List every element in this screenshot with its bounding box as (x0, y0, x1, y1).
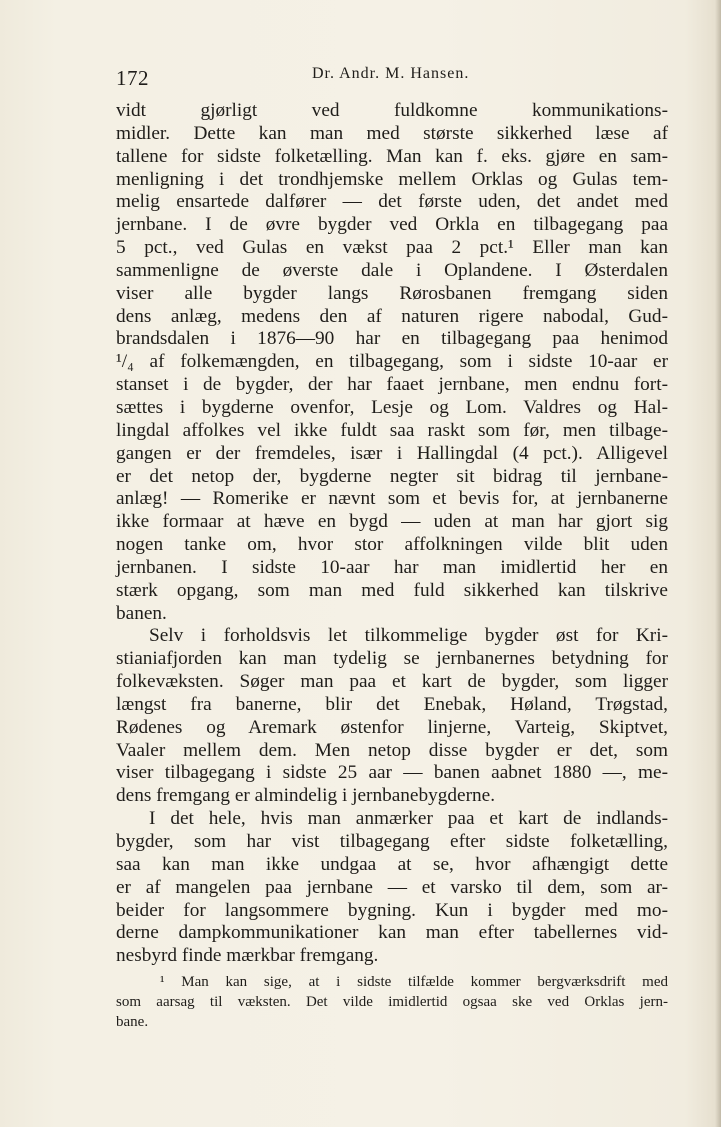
footnote-line: som aarsag til væksten. Det vilde imidlertid ogsaa ske ved Orklas jern- (116, 994, 668, 1010)
footnotes (116, 972, 668, 1032)
text-line: lingdal affolkes vel ikke fuldt saa raskt som før, men tilbage- (116, 419, 668, 441)
text-line: nesbyrd finde mærkbar fremgang. (116, 945, 379, 967)
text-line: er af mangelen paa jernbane — et varsko til dem, som ar- (116, 876, 668, 898)
page-header (116, 62, 671, 88)
text-line: stærk opgang, som man med fuld sikkerhed kan tilskrive (116, 579, 668, 601)
text-line: ¹/₄ af folkemængden, en tilbagegang, som i sidste 10-aar er (116, 351, 668, 373)
text-line: midler. Dette kan man med største sikkerhed læse af (116, 122, 668, 144)
text-line: er det netop der, bygderne negter sit bidrag til jernbane- (116, 465, 668, 487)
footnote-line: bane. (116, 1014, 149, 1030)
text-line: anlæg! — Romerike er nævnt som et bevis for, at jernbanerne (116, 488, 668, 510)
text-line: tallene for sidste folketælling. Man kan f. eks. gjøre en sam- (116, 145, 668, 167)
footnote-line: ¹ Man kan sige, at i sidste tilfælde kommer bergværksdrift med (160, 974, 668, 990)
text-line: melig ensartede dalfører — det første uden, det andet med (116, 191, 668, 213)
text-line: derne dampkommunikationer kan man efter tabellernes vid- (116, 922, 668, 944)
text-line: I det hele, hvis man anmærker paa et kart de indlands- (149, 808, 668, 830)
text-line: ikke formaar at hæve en bygd — uden at man har gjort sig (116, 511, 668, 533)
text-line: nogen tanke om, hvor stor affolkningen vilde blit uden (116, 534, 668, 556)
text-line: saa kan man ikke undgaa at se, hvor afhængigt dette (116, 853, 668, 875)
text-line: Vaaler mellem dem. Men netop disse bygder er det, som (116, 739, 668, 761)
text-line: viser tilbagegang i sidste 25 aar — banen aabnet 1880 —, me- (116, 762, 668, 784)
text-line: banen. (116, 602, 167, 624)
text-line: sammenligne de øverste dale i Oplandene. I Østerdalen (116, 259, 668, 281)
text-line: folkevæksten. Søger man paa et kart de bygder, som ligger (116, 671, 668, 693)
text-line: 5 pct., ved Gulas en vækst paa 2 pct.¹ Eller man kan (116, 237, 668, 259)
text-line: længst fra banerne, blir det Enebak, Høland, Trøgstad, (116, 693, 668, 715)
body-text (116, 100, 668, 968)
page-number: 172 (116, 66, 149, 90)
text-line: Selv i forholdsvis let tilkommelige bygder øst for Kri- (149, 625, 668, 647)
text-line: dens anlæg, medens den af naturen rigere nabodal, Gud- (116, 305, 668, 327)
text-line: menligning i det trondhjemske mellem Orklas og Gulas tem- (116, 168, 668, 190)
text-line: viser alle bygder langs Rørosbanen fremgang siden (116, 282, 668, 304)
text-line: vidt gjørligt ved fuldkomne kommunikations- (116, 100, 668, 121)
text-line: bygder, som har vist tilbagegang efter sidste folketælling, (116, 831, 668, 852)
text-line: beider for langsommere bygning. Kun i bygder med mo- (116, 899, 668, 921)
text-line: stanset i de bygder, der har faaet jernbane, men endnu fort- (116, 374, 668, 396)
text-line: jernbanen. I sidste 10-aar har man imidlertid her en (116, 556, 668, 578)
text-line: sættes i bygderne ovenfor, Lesje og Lom. Valdres og Hal- (116, 396, 668, 418)
text-line: Rødenes og Aremark østenfor linjerne, Varteig, Skiptvet, (116, 716, 668, 738)
text-line: brandsdalen i 1876—90 har en tilbagegang paa henimod (116, 328, 668, 350)
text-line: jernbane. I de øvre bygder ved Orkla en tilbagegang paa (116, 214, 668, 236)
text-line: stianiafjorden kan man tydelig se jernbanernes betydning for (116, 648, 668, 670)
running-head: Dr. Andr. M. Hansen. (312, 65, 470, 82)
text-line: dens fremgang er almindelig i jernbanebygderne. (116, 785, 496, 807)
text-line: gangen er der fremdeles, især i Hallingdal (4 pct.). Alligevel (116, 442, 668, 464)
page-edge-shadow (715, 0, 721, 1127)
